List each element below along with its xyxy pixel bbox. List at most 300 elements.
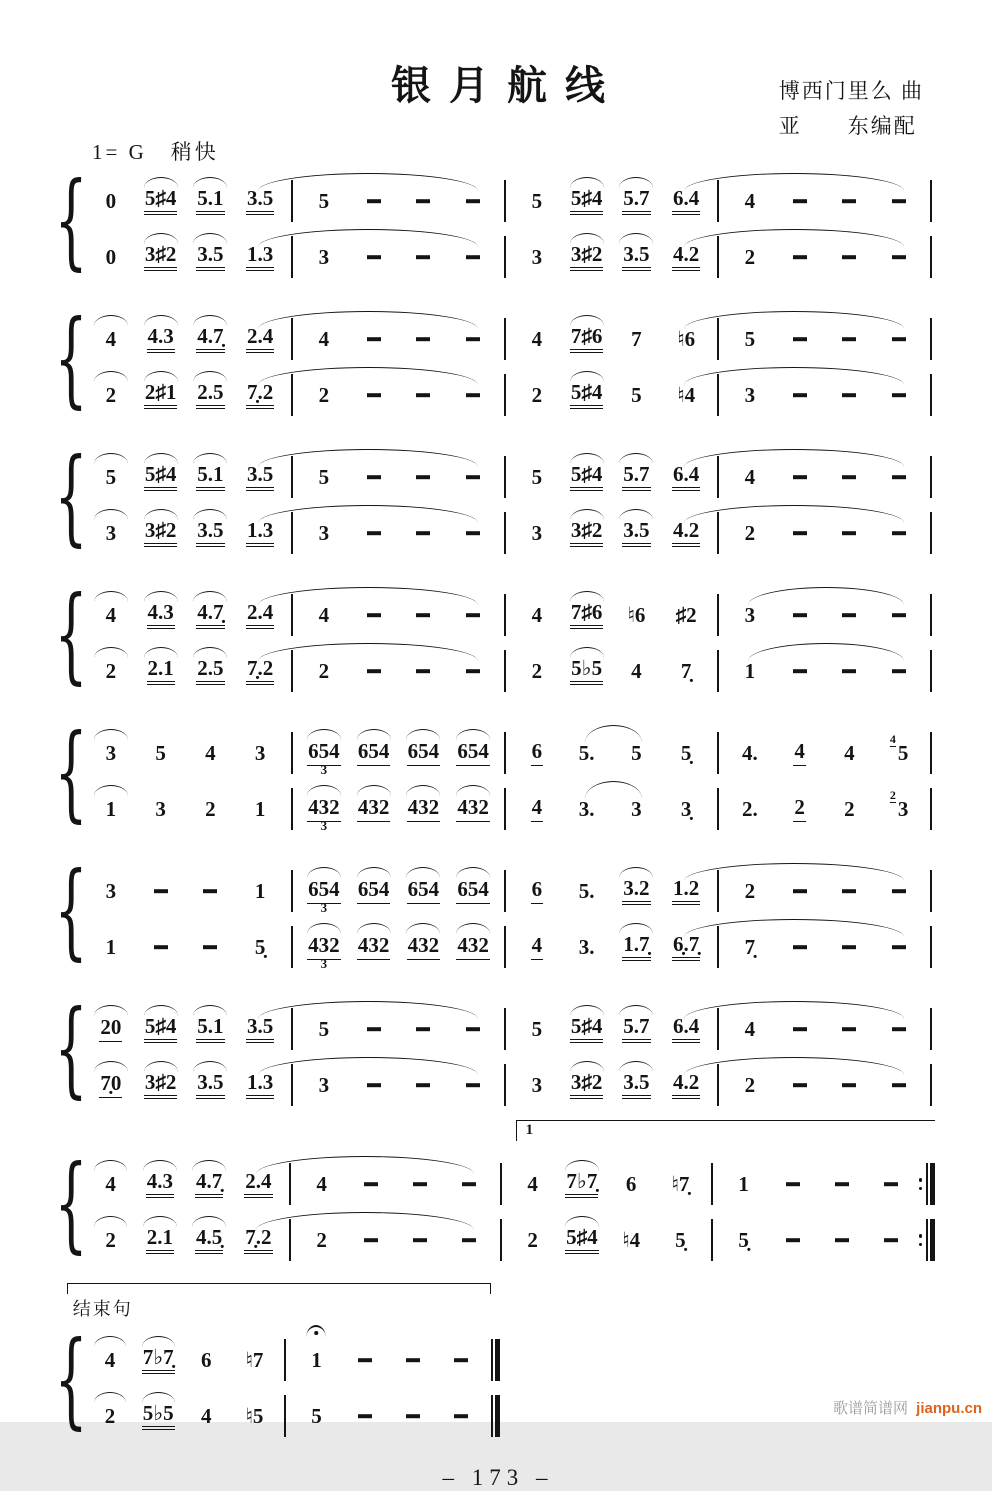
barline — [498, 870, 512, 912]
music-line-lower — [86, 787, 938, 833]
note: 3♯2 — [562, 512, 612, 554]
note: 2 — [844, 796, 855, 821]
dash-note — [775, 374, 825, 416]
barline-stroke — [291, 236, 293, 278]
tie-arc — [619, 1061, 653, 1072]
note: 5.1 — [186, 456, 236, 498]
barline — [283, 1219, 297, 1261]
note: 2.5 — [186, 650, 236, 692]
note: 4.7̣ — [185, 1163, 234, 1205]
tie-arc — [307, 867, 341, 878]
system-brace: { — [54, 849, 88, 972]
barline-stroke — [717, 594, 719, 636]
barline — [924, 1008, 938, 1050]
note: 2 — [744, 244, 756, 269]
tie-arc — [307, 923, 341, 934]
barline — [711, 1008, 725, 1050]
barline-stroke — [291, 1064, 293, 1106]
note: 1 — [744, 658, 756, 683]
note: ♮5 — [245, 1403, 264, 1428]
tie-arc — [565, 1216, 599, 1227]
key-tempo: 1= G 稍快 — [92, 140, 219, 164]
note: 2 — [318, 658, 330, 683]
note: 3♯2 — [136, 236, 186, 278]
tie-arc — [94, 1392, 127, 1403]
music-line-upper — [86, 180, 938, 218]
note: 4 — [512, 788, 562, 830]
system — [54, 711, 938, 834]
note: 5♯4 — [136, 1008, 186, 1050]
watermark-site-name: 歌谱简谱网 — [832, 1400, 908, 1417]
system-brace: { — [54, 987, 88, 1110]
note: 2 — [775, 788, 825, 830]
note: 5♯4 — [562, 374, 612, 416]
barline-stroke — [504, 732, 506, 774]
tie-arc — [193, 315, 227, 326]
note: 4.3 — [135, 1163, 184, 1205]
barline — [285, 650, 299, 692]
barline-stroke — [930, 870, 932, 912]
system-lines — [86, 1327, 507, 1433]
note: 2 — [86, 1219, 135, 1261]
tie-arc — [144, 233, 178, 244]
note: 1 — [292, 1339, 340, 1381]
music-line-upper — [86, 1163, 938, 1201]
barline — [283, 1163, 297, 1205]
barline-stroke — [930, 594, 932, 636]
note: 6.4 — [661, 180, 711, 222]
note: 4.5̣ — [185, 1219, 234, 1261]
tie-arc — [357, 923, 391, 934]
triplet-number: 3 — [320, 762, 328, 777]
tie-arc — [144, 1061, 178, 1072]
ending-bracket — [67, 1283, 492, 1294]
barline-stroke — [291, 374, 293, 416]
dash-note — [874, 456, 924, 498]
note: 6̣.7̣ — [661, 926, 711, 968]
tie-arc — [143, 1216, 177, 1227]
tie-arc — [94, 729, 128, 740]
barline — [924, 318, 938, 360]
barline — [285, 1064, 299, 1106]
tie-arc — [144, 1005, 178, 1016]
dash-note — [448, 1008, 498, 1050]
barline — [711, 788, 725, 830]
note: 4 — [86, 1339, 134, 1381]
dash-note — [396, 1219, 445, 1261]
dash-note — [448, 374, 498, 416]
system — [54, 435, 938, 558]
barline-stroke — [291, 456, 293, 498]
note: 3 — [318, 520, 330, 545]
note: 2 — [86, 1395, 134, 1437]
barline-stroke — [291, 594, 293, 636]
note: 2.1 — [136, 650, 186, 692]
barline — [285, 374, 299, 416]
note: 2 — [316, 1227, 327, 1252]
note: 2 — [531, 658, 543, 683]
system-lines — [86, 1151, 938, 1257]
note: 5. — [578, 740, 595, 765]
tie-arc — [193, 177, 227, 188]
note: 20 — [86, 1008, 136, 1050]
note: 4 — [86, 318, 136, 360]
system-brace: { — [54, 435, 88, 558]
tie-arc — [456, 923, 490, 934]
tie-arc — [619, 1005, 653, 1016]
note: 4 — [318, 602, 330, 627]
barline — [498, 732, 512, 774]
barline-stroke — [930, 180, 932, 222]
dash-note — [340, 1395, 388, 1437]
note: 4 — [200, 1403, 212, 1428]
barline-stroke — [930, 374, 932, 416]
note: 7̣.2 — [234, 1219, 283, 1261]
note: 5♭5 — [562, 650, 612, 692]
note: 1.3 — [235, 1064, 285, 1106]
repeat-end-barline — [916, 1219, 938, 1261]
tie-arc — [357, 867, 391, 878]
barline-stroke — [930, 1064, 932, 1106]
note: 3 — [105, 878, 117, 903]
note: 4 — [744, 1016, 756, 1041]
note: 3.5 — [612, 1064, 662, 1106]
music-line-upper — [86, 594, 938, 632]
barline — [498, 318, 512, 360]
note: 5 — [318, 1016, 330, 1041]
dash-note — [768, 1163, 817, 1205]
page-number: – 173 – — [442, 1465, 554, 1490]
barline — [285, 870, 299, 912]
note: 5♯4 — [562, 180, 612, 222]
note: 5 — [318, 188, 330, 213]
system-brace: { — [54, 573, 88, 696]
dash-note — [825, 180, 875, 222]
page-title: 银月航线 — [391, 63, 623, 108]
note: 5 — [311, 1403, 322, 1428]
note: 654 — [399, 870, 449, 912]
barline — [285, 788, 299, 830]
barline — [711, 512, 725, 554]
tie-arc — [94, 1160, 128, 1171]
barline-stroke — [717, 236, 719, 278]
barline-stroke — [930, 732, 932, 774]
note: 654 — [349, 870, 399, 912]
dash-note — [389, 1395, 437, 1437]
barline — [285, 180, 299, 222]
note: 3.5 — [186, 236, 236, 278]
dash-note — [445, 1219, 494, 1261]
note: 1.7̣ — [612, 926, 662, 968]
note: 3.5 — [612, 236, 662, 278]
note: 3 — [155, 796, 166, 821]
dash-note — [775, 650, 825, 692]
tie-arc — [406, 785, 440, 796]
tie-arc — [94, 315, 128, 326]
dash-note — [874, 236, 924, 278]
note: 5♭5 — [134, 1395, 182, 1437]
barline-stroke — [504, 594, 506, 636]
note: 3♯2 — [136, 512, 186, 554]
note: 4 — [775, 732, 825, 774]
dash-note — [818, 1219, 867, 1261]
note: 4 — [531, 602, 543, 627]
barline-stroke — [504, 374, 506, 416]
note: 3. — [578, 934, 595, 959]
note: 5.7 — [612, 180, 662, 222]
note: 2 — [531, 382, 543, 407]
header — [58, 40, 938, 168]
tie-arc — [570, 453, 604, 464]
note: 3.5 — [186, 1064, 236, 1106]
dash-note — [349, 594, 399, 636]
dash-note — [340, 1339, 388, 1381]
note: 3 — [86, 512, 136, 554]
barline — [711, 318, 725, 360]
note: 4.7̣ — [186, 318, 236, 360]
barline — [285, 318, 299, 360]
repeat-end-barline — [916, 1163, 938, 1205]
note: 1.2 — [661, 870, 711, 912]
note: 432 3 — [299, 788, 349, 830]
barline-stroke — [717, 1064, 719, 1106]
dash-note — [775, 180, 825, 222]
barline — [924, 650, 938, 692]
note: 1 — [86, 788, 136, 830]
note: 2♯1 — [136, 374, 186, 416]
note: 432 3 — [299, 926, 349, 968]
barline — [711, 870, 725, 912]
note: $^2$3 — [889, 787, 909, 821]
barline — [924, 180, 938, 222]
tie-arc — [570, 647, 604, 658]
volta-label: 1 — [525, 1122, 534, 1138]
note: ♮7 — [245, 1347, 264, 1372]
tie-arc — [357, 729, 391, 740]
note: 4 — [512, 926, 562, 968]
note: 5 — [531, 188, 543, 213]
watermark-domain: jianpu.cn — [916, 1400, 982, 1417]
music-line-upper — [86, 318, 938, 356]
note: 4 — [316, 1171, 327, 1196]
note: 4 — [86, 1163, 135, 1205]
dash-note — [346, 1163, 395, 1205]
dash-note — [136, 870, 186, 912]
dash-note — [445, 1163, 494, 1205]
barline — [498, 456, 512, 498]
note: 5 — [318, 464, 330, 489]
music-line-lower — [86, 1219, 938, 1257]
system-lines — [86, 444, 938, 550]
music-line-upper — [86, 1008, 938, 1046]
barline — [924, 870, 938, 912]
note: 654 — [448, 870, 498, 912]
barline-stroke — [717, 180, 719, 222]
barline — [498, 788, 512, 830]
tie-arc — [144, 177, 178, 188]
note: 1.3 — [235, 512, 285, 554]
barline-stroke — [717, 512, 719, 554]
note: 4.7̣ — [186, 594, 236, 636]
note: 3.5 — [235, 180, 285, 222]
barline — [711, 180, 725, 222]
tie-arc — [94, 371, 128, 382]
note: ♮7̣ — [671, 1171, 690, 1196]
system — [54, 1142, 938, 1265]
tie-arc — [456, 867, 490, 878]
note: 6.4 — [661, 456, 711, 498]
dash-note — [448, 594, 498, 636]
note: 7̣.2 — [235, 374, 285, 416]
dash-note — [349, 374, 399, 416]
note: 2 — [744, 1072, 756, 1097]
note: 432 — [349, 788, 399, 830]
system — [54, 573, 938, 696]
note: 3 — [744, 382, 756, 407]
tie-arc — [307, 729, 341, 740]
grace-note: 4 — [889, 731, 896, 746]
dash-note — [825, 1064, 875, 1106]
dash-note — [874, 1008, 924, 1050]
tie-arc — [357, 785, 391, 796]
dash-note — [448, 650, 498, 692]
system-lines — [86, 858, 938, 971]
tie-arc — [94, 453, 128, 464]
tie-arc — [570, 315, 604, 326]
barline — [711, 374, 725, 416]
barline-stroke — [711, 1219, 713, 1261]
barline — [924, 456, 938, 498]
tie-arc — [570, 1061, 604, 1072]
barline — [494, 1219, 508, 1261]
note: 3.5 — [186, 512, 236, 554]
tie-arc — [570, 371, 604, 382]
dash-note — [775, 870, 825, 912]
dash-note — [448, 456, 498, 498]
note: 5 — [744, 326, 756, 351]
dash-note — [346, 1219, 395, 1261]
dash-note — [825, 870, 875, 912]
dash-note — [775, 236, 825, 278]
note: 3 — [531, 1072, 543, 1097]
note: 5♯4 — [562, 1008, 612, 1050]
dash-note — [399, 512, 449, 554]
barline-stroke — [500, 1219, 502, 1261]
dash-note — [349, 180, 399, 222]
note: 5.7 — [612, 1008, 662, 1050]
tie-arc — [619, 453, 653, 464]
tie-arc — [94, 1005, 128, 1016]
dash-note — [349, 318, 399, 360]
barline-stroke — [930, 926, 932, 968]
barline — [498, 512, 512, 554]
tie-arc — [94, 509, 128, 520]
dash-note — [399, 1064, 449, 1106]
barline — [285, 732, 299, 774]
dash-note — [825, 1008, 875, 1050]
music-line-upper — [86, 1339, 507, 1377]
note: 2 — [318, 382, 330, 407]
music-line-lower — [86, 1064, 938, 1102]
note: 7♭7̣ — [557, 1163, 606, 1205]
note: 5 — [531, 1016, 543, 1041]
note: 7̣.2 — [235, 650, 285, 692]
watermark — [833, 1397, 982, 1418]
tie-arc — [570, 233, 604, 244]
dash-note — [775, 1008, 825, 1050]
note: 2. — [742, 796, 758, 821]
tie-arc — [144, 371, 178, 382]
barline-stroke — [291, 1008, 293, 1050]
note: 6 — [200, 1347, 212, 1372]
arranger-credit: 亚 东编配 — [778, 113, 917, 138]
barline-stroke — [504, 180, 506, 222]
tie-arc — [193, 371, 227, 382]
note: 3 — [318, 244, 330, 269]
system — [54, 1318, 507, 1441]
triplet-number: 3 — [320, 900, 328, 915]
note: 5 — [155, 740, 166, 765]
tie-arc — [94, 647, 128, 658]
barline-stroke — [717, 1008, 719, 1050]
barline-stroke — [717, 456, 719, 498]
barline-stroke — [504, 870, 506, 912]
barline — [924, 236, 938, 278]
dash-note — [136, 926, 186, 968]
tie-arc — [456, 785, 490, 796]
barline — [498, 650, 512, 692]
note: 0 — [105, 244, 117, 269]
barline-stroke — [291, 870, 293, 912]
tie-arc — [619, 177, 653, 188]
barline-stroke — [930, 1008, 932, 1050]
dash-note — [874, 180, 924, 222]
barline — [498, 236, 512, 278]
note: 4 — [318, 326, 330, 351]
note: 1 — [254, 796, 266, 821]
note: 3 — [318, 1072, 330, 1097]
barline — [498, 180, 512, 222]
system-brace: { — [54, 159, 88, 282]
barline — [278, 1339, 292, 1381]
barline — [285, 512, 299, 554]
tie-arc — [193, 1005, 227, 1016]
note: 5♯4 — [562, 456, 612, 498]
dash-note — [825, 456, 875, 498]
dash-note — [874, 594, 924, 636]
dash-note — [399, 456, 449, 498]
barline-stroke — [291, 650, 293, 692]
note: 3 — [531, 520, 543, 545]
barline-stroke — [291, 318, 293, 360]
tie-arc — [144, 509, 178, 520]
triplet-number: 3 — [320, 956, 328, 971]
barline-stroke — [291, 926, 293, 968]
note: 3 — [631, 796, 642, 821]
dash-note — [874, 650, 924, 692]
tie-arc — [570, 509, 604, 520]
dash-note — [825, 594, 875, 636]
dash-note — [825, 236, 875, 278]
note: 6 — [625, 1171, 637, 1196]
tie-arc — [193, 647, 227, 658]
tie-arc — [144, 315, 178, 326]
dash-note — [448, 1064, 498, 1106]
note: 5.1 — [186, 1008, 236, 1050]
note: ♮4 — [622, 1227, 641, 1252]
dash-note — [448, 512, 498, 554]
barline — [711, 594, 725, 636]
